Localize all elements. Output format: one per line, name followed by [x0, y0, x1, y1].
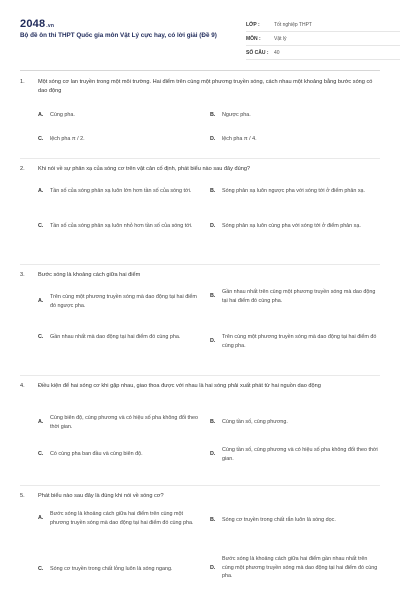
site-logo[interactable] — [20, 18, 54, 30]
logo-tld: .vn — [46, 23, 55, 29]
logo-text: 2048 — [20, 18, 46, 30]
question-number: 4. — [20, 383, 25, 389]
question-1 — [20, 78, 380, 159]
option-b[interactable]: B. Gần nhau nhất trên cùng một phương truyền sóng mà dao động tại hai điểm đó cùng pha. — [210, 289, 376, 304]
option-d[interactable]: D. lệch pha π / 4. — [210, 136, 257, 142]
header-divider — [20, 70, 380, 71]
option-d[interactable]: D. Cùng tần số, cùng phương và có hiệu số pha không đổi theo thời gian. — [210, 447, 378, 462]
option-b[interactable]: B. Sóng phản xạ luôn ngược pha với sóng tới ở điểm phản xạ. — [210, 188, 366, 194]
meta-key: MÔN : — [246, 35, 261, 42]
meta-key: LỚP : — [246, 21, 260, 28]
option-a[interactable]: A. Trên cùng một phương truyền sóng mà dao động tại hai điểm đó ngược pha. — [38, 294, 197, 309]
question-text: Một sóng cơ lan truyền trong một môi trường. Hai điểm trên cùng một phương truyền sóng, cách nhau một khoảng bằng bước sóng có dao động — [38, 79, 373, 94]
option-b[interactable]: B. Ngược pha. — [210, 112, 251, 118]
option-c[interactable]: C. Gần nhau nhất mà dao động tại hai điểm đó cùng pha. — [38, 334, 181, 340]
option-a[interactable]: A. Cùng pha. — [38, 112, 75, 118]
meta-value: 40 — [274, 49, 280, 56]
question-number: 5. — [20, 493, 25, 499]
option-a[interactable]: A. Bước sóng là khoảng cách giữa hai điểm trên cùng một phương truyền sóng mà dao động tại hai điểm đó cùng pha. — [38, 511, 194, 526]
option-c[interactable]: C. Sóng cơ truyền trong chất lỏng luôn là sóng ngang. — [38, 566, 173, 572]
meta-value: Tốt nghiệp THPT — [274, 21, 312, 28]
question-text: Khi nói về sự phản xạ của sóng cơ trên vật cản cố định, phát biểu nào sau đây đúng? — [38, 166, 251, 172]
question-number: 3. — [20, 272, 25, 278]
exam-title: Bộ đề ôn thi THPT Quốc gia môn Vật Lý cực hay, có lời giải (Đề 9) — [20, 32, 217, 39]
option-b[interactable]: B. Sóng cơ truyền trong chất rắn luôn là sóng dọc. — [210, 517, 336, 523]
option-c[interactable]: C. lệch pha π / 2. — [38, 136, 85, 142]
meta-value: Vật lý — [274, 35, 287, 42]
option-d[interactable]: D. Sóng phản xạ luôn cùng pha với sóng tới ở điểm phản xạ. — [210, 223, 361, 229]
meta-row-grade — [246, 18, 400, 32]
question-5 — [20, 492, 380, 614]
meta-row-count — [246, 46, 400, 60]
question-2 — [20, 165, 380, 265]
option-c[interactable]: C. Tần số của sóng phản xạ luôn nhỏ hơn tần số của sóng tới. — [38, 223, 193, 229]
option-a[interactable]: A. Tần số của sóng phản xạ luôn lớn hơn tần số của sóng tới. — [38, 188, 192, 194]
question-list — [20, 78, 380, 614]
question-4 — [20, 382, 380, 486]
option-d[interactable]: D. Trên cùng một phương truyền sóng mà dao động tại hai điểm đó cùng pha. — [210, 334, 377, 349]
meta-key: SỐ CÂU : — [246, 49, 269, 56]
question-3 — [20, 271, 380, 376]
option-d[interactable]: D. Bước sóng là khoảng cách giữa hai điểm gần nhau nhất trên cùng một phương truyền sóng mà dao động tại hai điểm đó cùng pha. — [210, 556, 378, 580]
question-number: 2. — [20, 166, 25, 172]
option-b[interactable]: B. Cùng tần số, cùng phương. — [210, 419, 288, 425]
meta-row-subject — [246, 32, 400, 46]
question-text: Bước sóng là khoảng cách giữa hai điểm — [38, 272, 141, 278]
question-text: Phát biểu nào sau đây là đúng khi nói về sóng cơ? — [38, 493, 164, 499]
option-c[interactable]: C. Có cùng pha ban đầu và cùng biên độ. — [38, 451, 143, 457]
option-a[interactable]: A. Cùng biên độ, cùng phương và có hiệu số pha không đổi theo thời gian. — [38, 415, 199, 430]
page-header — [20, 0, 380, 66]
exam-meta — [246, 18, 400, 60]
question-number: 1. — [20, 79, 25, 85]
question-text: Điều kiện để hai sóng cơ khi gặp nhau, giao thoa được với nhau là hai sóng phải xuất phát từ hai nguồn dao động — [38, 383, 321, 389]
